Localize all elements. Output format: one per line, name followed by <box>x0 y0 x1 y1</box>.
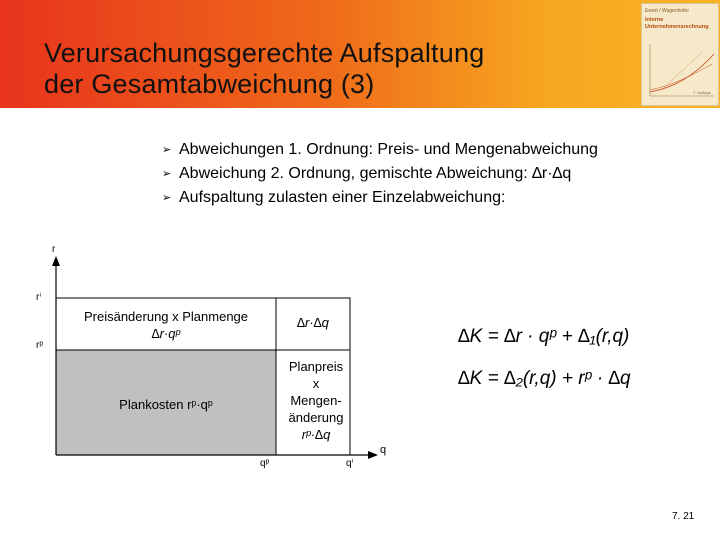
quantity-change-line: änderung <box>288 410 344 425</box>
quantity-change-line: Planpreis <box>288 359 344 374</box>
q-plan-label: qᵖ <box>260 458 270 469</box>
bullet-text: Abweichung 2. Ordnung, gemischte Abweichung: ∆r·∆q <box>179 165 572 182</box>
r-plan-label: rᵖ <box>36 340 44 351</box>
r-actual-label: rⁱ <box>36 292 42 303</box>
price-change-label: Preisänderung x Planmenge <box>83 309 249 324</box>
formula-1: ∆K = ∆r · qᵖ + ∆₁(r,q) <box>458 326 630 347</box>
plan-cost-text: Plankosten rᵖ·qᵖ <box>119 397 213 412</box>
x-axis-arrow-icon <box>368 451 378 459</box>
arrowhead-icon: ➢ <box>162 144 172 156</box>
y-axis-label: r <box>52 244 56 255</box>
q-actual-label: qⁱ <box>346 458 354 469</box>
logo-title-2: Unternehmensrechnung <box>645 24 709 30</box>
logo-edition: 7. Auflage <box>693 90 711 95</box>
title-line-1: Verursachungsgerechte Aufspaltung <box>44 38 485 68</box>
quantity-change-line: Mengen- <box>290 393 342 408</box>
bullet-text: Aufspaltung zulasten einer Einzelabweichung: <box>179 189 506 206</box>
page-number: 7. 21 <box>672 511 695 522</box>
quantity-change-formula: rᵖ·∆q <box>301 427 331 442</box>
quantity-change-line: x <box>312 376 320 391</box>
logo-authors: Ewert / Wagenhofer <box>645 8 690 14</box>
price-change-text <box>56 308 276 342</box>
quantity-change-text <box>276 358 356 443</box>
logo-title-1: Interne <box>645 17 664 23</box>
mixed-deviation-text: ∆r·∆q <box>297 315 329 330</box>
y-axis-arrow-icon <box>52 256 60 266</box>
title-line-2: der Gesamtabweichung (3) <box>44 69 375 99</box>
price-change-formula: ∆r·qᵖ <box>151 326 181 341</box>
arrowhead-icon: ➢ <box>162 192 172 204</box>
arrowhead-icon: ➢ <box>162 168 172 180</box>
bullet-text: Abweichungen 1. Ordnung: Preis- und Mengenabweichung <box>179 141 598 158</box>
formula-2: ∆K = ∆₂(r,q) + rᵖ · ∆q <box>458 368 631 389</box>
x-axis-label: q <box>380 444 387 456</box>
